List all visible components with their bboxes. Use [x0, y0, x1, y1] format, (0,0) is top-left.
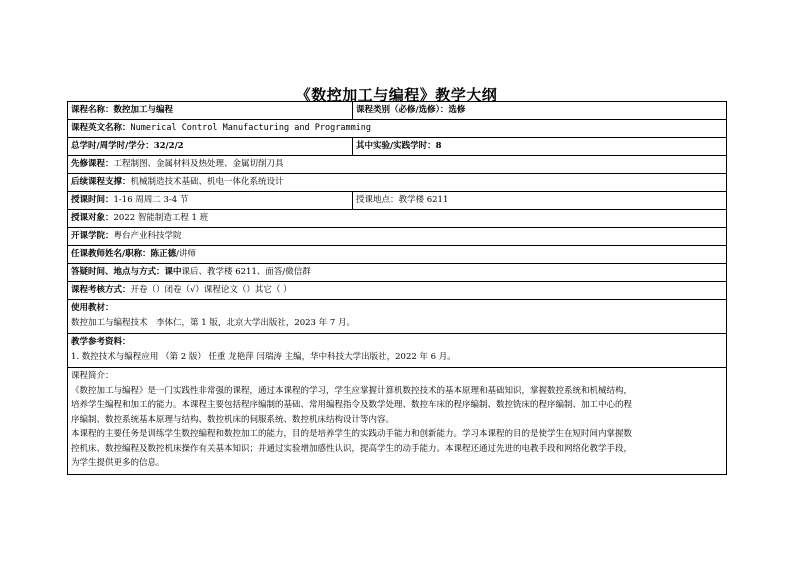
row-textbook [68, 300, 726, 334]
course-name-label: 课程名称： [71, 105, 114, 115]
course-name-value: 数控加工与编程 [113, 105, 174, 115]
followups-label: 后续课程支撑： [71, 177, 131, 187]
intro-line: 本课程的主要任务是训练学生数控编程和数控加工的能力，目的是培养学生的实践动手能力和创新能力。学习本课程的目的是使学生在短时间内掌握数 [71, 429, 633, 439]
prerequisites-value: 工程制图、金属材料及热处理、金属切削刀具 [113, 159, 284, 169]
intro-line: 序编制、数控系统基本原理与结构、数控机床的伺服系统、数控机床结构设计等内容。 [71, 414, 395, 425]
row-course-name [68, 102, 726, 120]
followups-cell [68, 174, 726, 191]
hours-cell [68, 138, 353, 155]
intro-line: 《数控加工与编程》是一门实践性非常强的课程，通过本课程的学习，学生应掌握计算机数控技术的基本原理和基础知识，掌握数控系统和机械结构， [71, 385, 633, 396]
teacher-title: /讲师 [176, 249, 196, 259]
row-schedule [68, 192, 726, 210]
location-value: 教学楼 6211 [398, 195, 449, 205]
course-type-cell [353, 102, 726, 119]
textbook-cell [68, 300, 726, 333]
page-title: 《数控加工与编程》教学大纲 [295, 86, 498, 104]
course-type-value: 选修 [448, 105, 466, 115]
course-type-label: 课程类别（必修/选修）： [356, 105, 449, 115]
english-name-cell [68, 120, 726, 137]
qa-highlight: 课中 [164, 267, 182, 277]
lab-hours-cell [353, 138, 726, 155]
course-name-cell [68, 102, 353, 119]
assessment-cell [68, 282, 726, 299]
qa-label: 答疑时间、地点与方式： [71, 267, 165, 277]
assessment-value: 开卷（）闭卷（√）课程论文（）其它（ ） [130, 285, 292, 295]
prerequisites-cell [68, 156, 726, 173]
intro-label: 课程简介： [71, 371, 114, 381]
teacher-name: 陈正德 [150, 249, 177, 259]
hours-value: 32/2/2 [153, 141, 184, 151]
row-teacher [68, 246, 726, 264]
intro-line: 培养学生编程和加工的能力。本课程主要包括程序编制的基础、常用编程指令及数学处理、数控车床的程序编制、数控铣床的程序编制、加工中心的程 [71, 400, 633, 410]
row-assessment [68, 282, 726, 300]
row-audience [68, 210, 726, 228]
row-references [68, 334, 726, 368]
references-value: 1. 数控技术与编程应用 （第 2 版） 任重 龙艳萍 闫瑞涛 主编，华中科技大学出版社，2022 年 6 月。 [71, 352, 456, 362]
row-prerequisites [68, 156, 726, 174]
lab-hours-value: 8 [435, 141, 442, 151]
english-name-value: Numerical Control Manufacturing and Programming [130, 123, 372, 133]
textbook-label: 使用教材： [71, 303, 114, 313]
hours-label: 总学时/周学时/学分： [71, 141, 154, 151]
intro-line: 控机床、数控编程及数控机床操作有关基本知识；并通过实验增加感性认识，提高学生的动手能力。本课程还通过先进的电教手段和网络化教学手段， [71, 443, 633, 454]
references-cell [68, 334, 726, 367]
audience-cell [68, 210, 726, 227]
location-cell [353, 192, 726, 209]
lab-hours-label: 其中实验/实践学时： [356, 141, 436, 151]
followups-value: 机械制造技术基础、机电一体化系统设计 [130, 177, 284, 187]
audience-value: 2022 智能制造工程 1 班 [113, 213, 209, 223]
row-intro [68, 368, 726, 474]
references-label: 教学参考资料： [71, 337, 131, 347]
audience-label: 授课对象： [71, 213, 114, 223]
row-hours [68, 138, 726, 156]
assessment-label: 课程考核方式： [71, 285, 131, 295]
row-qa [68, 264, 726, 282]
row-followups [68, 174, 726, 192]
schedule-label: 授课时间： [71, 195, 114, 205]
teacher-label: 任课教师姓名/职称： [71, 249, 151, 259]
intro-line: 为学生提供更多的信息。 [71, 458, 165, 468]
qa-cell [68, 264, 726, 281]
department-label: 开课学院： [71, 231, 114, 241]
row-department [68, 228, 726, 246]
department-cell [68, 228, 726, 245]
department-value: 粤台产业科技学院 [113, 231, 182, 241]
prerequisites-label: 先修课程： [71, 159, 114, 169]
schedule-cell [68, 192, 353, 209]
textbook-value: 数控加工与编程技术 李体仁，第 1 版，北京大学出版社，2023 年 7 月。 [71, 318, 355, 328]
row-english-name [68, 120, 726, 138]
qa-value: 课后、教学楼 6211、面答/微信群 [181, 267, 311, 277]
location-label: 授课地点： [356, 195, 399, 205]
english-name-label: 课程英文名称： [71, 123, 131, 133]
syllabus-table [67, 101, 727, 475]
schedule-value: 1-16 周周二 3-4 节 [113, 195, 189, 205]
intro-cell [68, 368, 726, 474]
teacher-cell [68, 246, 726, 263]
